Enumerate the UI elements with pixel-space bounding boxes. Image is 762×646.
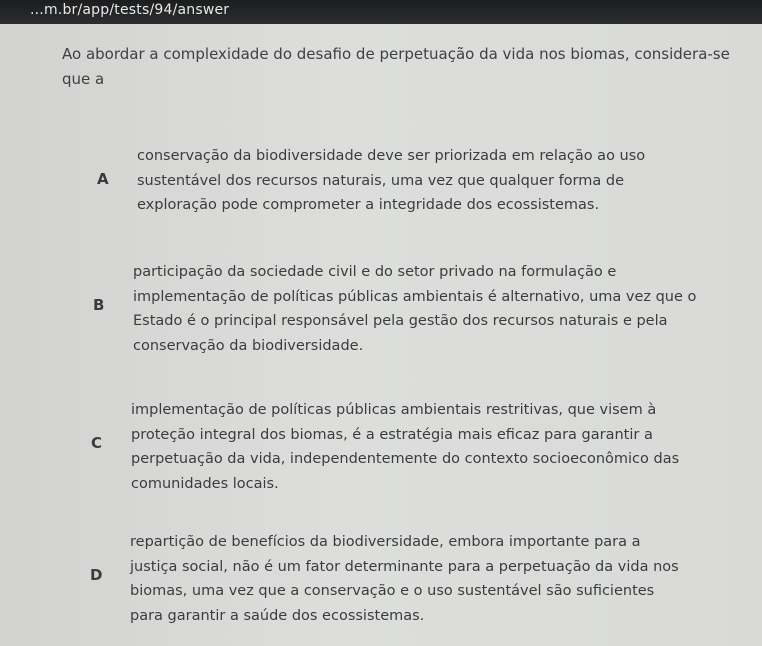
- option-b[interactable]: [0, 260, 762, 370]
- option-letter: C: [91, 434, 103, 452]
- option-c[interactable]: [0, 394, 762, 504]
- question-page: [0, 24, 762, 646]
- option-letter: D: [90, 566, 103, 584]
- option-d[interactable]: [0, 526, 762, 636]
- option-text: participação da sociedade civil e do setor privado na formulação e implementação de políticas públicas ambientais é alternativo, uma vez que o Estado é o principal responsável pela gestão dos recursos naturais e pela conservação da biodiversidade.: [133, 264, 697, 354]
- address-bar[interactable]: [0, 0, 762, 24]
- option-letter: B: [93, 296, 105, 314]
- option-text: conservação da biodiversidade deve ser priorizada em relação ao uso sustentável dos recursos naturais, uma vez que qualquer forma de exploração pode comprometer a integridade dos ecossistemas.: [137, 148, 646, 213]
- url-text: ...m.br/app/tests/94/answer: [30, 2, 230, 18]
- option-text: repartição de benefícios da biodiversidade, embora importante para a justiça social, não é um fator determinante para a perpetuação da vida nos biomas, uma vez que a conservação e o uso sustentável são suficientes para garantir a saúde dos ecossistemas.: [130, 534, 679, 624]
- question-text: Ao abordar a complexidade do desafio de perpetuação da vida nos biomas, considera-se que a: [62, 45, 730, 88]
- option-a[interactable]: [0, 140, 762, 230]
- option-text: implementação de políticas públicas ambientais restritivas, que visem à proteção integral dos biomas, é a estratégia mais eficaz para garantir a perpetuação da vida, independentemente do contexto socioeconômico das comunidades locais.: [131, 402, 680, 492]
- option-letter: A: [97, 170, 109, 188]
